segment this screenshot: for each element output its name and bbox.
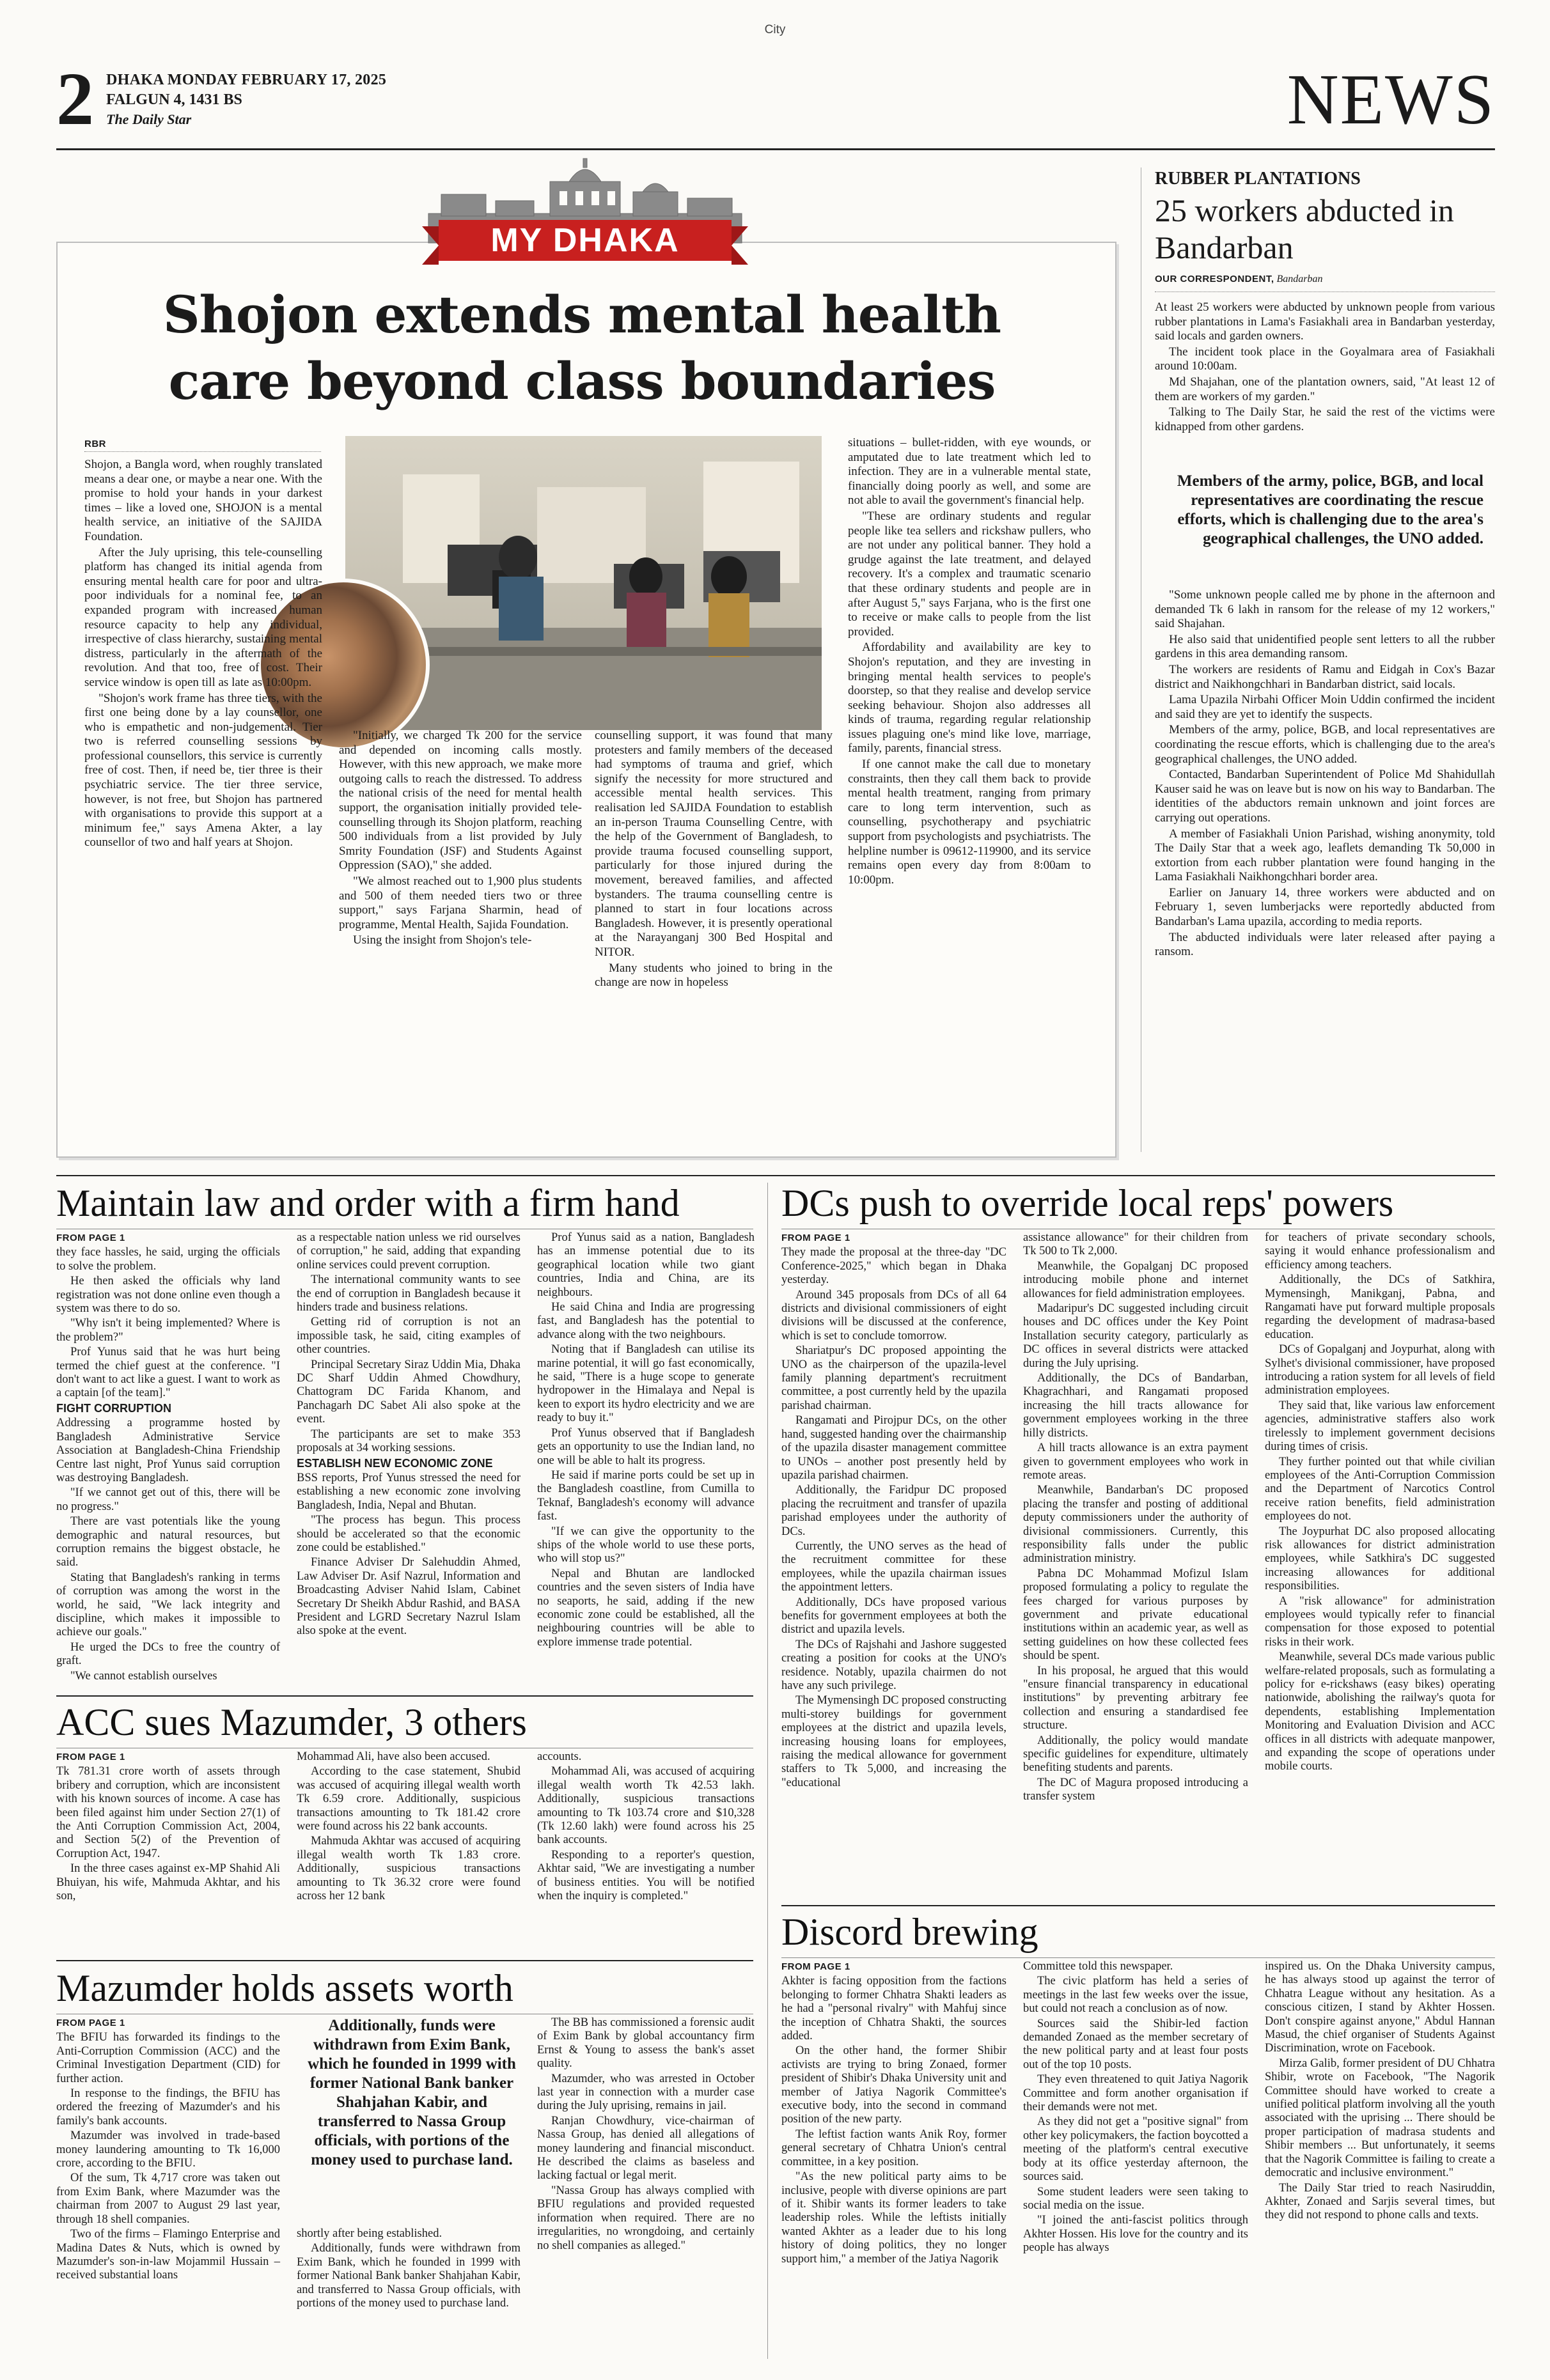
discord-col2: [1023, 1960, 1248, 2257]
paragraph: situations – bullet-ridden, with eye wounds, or amputated due to late treatment which led to infection. They are in a vulnerable mental state, financially doing poorly as well, and some are not able to avail the government's financial help.: [848, 436, 1091, 508]
paragraph: After the July uprising, this tele-counselling platform has changed its initial agenda from ensuring mental health care for poor and ultra-poor individuals for a nominal fee, to an expanded program with increased human resource capacity to help any individual, irrespective of class hierarchy, sustaining mental distress, particularly in the aftermath of the revolution. And that too, free of cost. Their service window is open till as late as 10:00pm.: [84, 545, 322, 689]
paragraph: They further pointed out that while civilian employees of the Anti-Corruption Commission and the Department of Narcotics Control receive ration benefits, field administration employees do not.: [1265, 1455, 1495, 1523]
mazumder-top-rule: [56, 1960, 753, 1961]
section-title: NEWS: [1287, 60, 1495, 139]
masthead: [56, 57, 1495, 160]
paragraph: In response to the findings, the BFIU has ordered the freezing of Mazumder's and his family's bank accounts.: [56, 2087, 280, 2127]
paragraph: A "risk allowance" for administration employees would typically refer to financial compensation for those exposed to potential risks in their work.: [1265, 1594, 1495, 1649]
paragraph: The participants are set to make 353 proposals at 34 working sessions.: [297, 1427, 521, 1455]
paragraph: Mirza Galib, former president of DU Chhatra Shibir, wrote on Facebook, "The Nagorik Committee should have worked to create a unified political platform involving all the youth associated with the uprising ... There should be proper participation of madrasa students and Shibir members ... But unfortunately, it seems that the Nagorik Committee is failing to create a democratic and inclusive environment.": [1265, 2057, 1495, 2180]
paragraph: Akhter is facing opposition from the factions belonging to former Chhatra Shakti leaders as he had a "personal rivalry" with Mahfuj since the inception of Chhatra Shakti, the sources added.: [781, 1975, 1006, 2043]
paragraph: Contacted, Bandarban Superintendent of Police Md Shahidullah Kauser said he was on leave but is now on his way to Bandarban. The identities of the abductors remain unknown and joint forces are carrying out operations.: [1155, 768, 1495, 825]
subhead: ESTABLISH NEW ECONOMIC ZONE: [297, 1456, 493, 1470]
subhead: FIGHT CORRUPTION: [56, 1401, 171, 1415]
paragraph: BSS reports, Prof Yunus stressed the need for establishing a new economic zone involving Bangladesh, India, Nepal and Bhutan.: [297, 1471, 521, 1512]
paragraph: they face hassles, he said, urging the officials to solve the problem.: [56, 1246, 280, 1273]
paragraph: Principal Secretary Siraz Uddin Mia, Dhaka DC Sharf Uddin Ahmed Chowdhury, Chattogram DC Farida Khanom, and Panchagarh DC Sabet Ali also spoke at the event.: [297, 1358, 521, 1426]
bangla-date: FALGUN 4, 1431 BS: [106, 91, 242, 108]
acc-col1: FROM PAGE 1 Tk 781.31 crore worth of assets through bribery and corruption, which are inconsistent with his known sources of income. A case has been filed against him under Section 27(1) of the Anti Corruption Commission Act, 2004, and Section 5(2) of the Prevention of Corruption Act, 1947. In the three cases against ex-MP Shahid Ali Bhuiyan, his wife, Mahmuda Akhtar, and his son,: [56, 1752, 280, 1903]
paragraph: Members of the army, police, BGB, and local representatives are coordinating the rescue efforts, which is challenging due to the area's geographical challenges, the UNO added.: [1155, 723, 1495, 766]
paragraph: Rangamati and Pirojpur DCs, on the other hand, suggested handing over the chairmanship of the upazila disaster management committee to UNOs – another post presently held by upazila parishad chairmen.: [781, 1414, 1006, 1482]
paragraph: Meanwhile, Bandarban's DC proposed placing the transfer and posting of additional deputy commissioners under the authority of divisional commissioners. Currently, this responsibility falls under the public administration ministry.: [1023, 1484, 1248, 1566]
discord-top-rule: [781, 1905, 1495, 1906]
paragraph: They made the proposal at the three-day "DC Conference-2025," which began in Dhaka yesterday.: [781, 1246, 1006, 1287]
acc-col3: [537, 1750, 755, 1904]
paragraph: Finance Adviser Dr Salehuddin Ahmed, Law Adviser Dr. Asif Nazrul, Information and Broadcasting Adviser Nahid Islam, Cabinet Secretary Dr Sheikh Abdur Rashid, and BASA President and LGRD Secretary Nazrul Islam also spoke at the event.: [297, 1556, 521, 1638]
paragraph: shortly after being established.: [297, 2227, 442, 2240]
rubber-kicker: RUBBER PLANTATIONS: [1155, 169, 1361, 189]
paragraph: "Nassa Group has always complied with BFIU regulations and provided requested information when required. There are no irregularities, no wrongdoing, and certainly no shell companies as alleged.": [537, 2184, 755, 2252]
paragraph: The incident took place in the Goyalmara area of Fasiakhali around 10:00am.: [1155, 345, 1495, 373]
paragraph: Additionally, the DCs of Bandarban, Khagrachhari, and Rangamati proposed increasing the hill tracts allowance for government employees working in the three hilly districts.: [1023, 1372, 1248, 1440]
paragraph: "As the new political party aims to be inclusive, people with diverse opinions are part of it. Shibir wants its former leaders to take leadership roles. While the leftists initially wanted Akhter as a leader due to his long history of doing politics, they no longer support him," a member of the Jatiya Nagorik: [781, 2170, 1006, 2266]
paragraph: The BFIU has forwarded its findings to the Anti-Corruption Commission (ACC) and the Criminal Investigation Department (CID) for further action.: [56, 2031, 280, 2085]
paragraph: The BB has commissioned a forensic audit of Exim Bank by global accountancy firm Ernst & Young to assess the bank's asset quality.: [537, 2016, 755, 2071]
law-order-col2: [297, 1231, 521, 1640]
paragraph: Responding to a reporter's question, Akhtar said, "We are investigating a number of business entities. You will be notified when the inquiry is completed.": [537, 1848, 755, 1903]
paragraph: "Some unknown people called me by phone in the afternoon and demanded Tk 6 lakh in ransom for the release of my 12 workers," said Shajahan.: [1155, 588, 1495, 631]
law-order-col3: [537, 1231, 755, 1651]
acc-col2: [297, 1750, 521, 1904]
dcs-col2: [1023, 1231, 1248, 1805]
paragraph: Additionally, the policy would mandate specific guidelines for expenditure, ultimately benefiting students and parents.: [1023, 1734, 1248, 1775]
paragraph: Many students who joined to bring in the change are now in hopeless: [595, 961, 833, 990]
paragraph: The abducted individuals were later released after paying a ransom.: [1155, 930, 1495, 959]
mazumder-col1: FROM PAGE 1 The BFIU has forwarded its findings to the Anti-Corruption Commission (ACC) and the Criminal Investigation Department (CID) for further action. In response to the findings, the BFIU has ordered the freezing of Mazumder's and his family's bank accounts. Mazumder was involved in trade-based money laundering amounting to Tk 16,000 crore, according to the BFIU. Of the sum, Tk 4,717 crore was taken out from Exim Bank, where Mazumder was the chairman from 2007 to August 29 last year, through 18 shell companies. Two of the firms – Flamingo Enterprise and Madina Dates & Nuts, which is owned by Mazumder's son-in-law Mojammil Hussain – received substantial loans: [56, 2018, 280, 2282]
paragraph: Sources said the Shibir-led faction demanded Zonaed as the member secretary of the new political party and at least four posts out of the top 10 posts.: [1023, 2017, 1248, 2071]
paragraph: "Why isn't it being implemented? Where is the problem?": [56, 1317, 280, 1344]
dcs-col3: [1265, 1231, 1495, 1775]
acc-top-rule: [56, 1695, 753, 1697]
paragraph: accounts.: [537, 1750, 582, 1763]
paragraph: Affordability and availability are key to Shojon's reputation, and they are investing in bringing mental health services to people's doorstep, so that they realise and develop service seeking behaviour. Shojon also addresses all kinds of trauma, regarding regular relationship issues plaguing one's mind like love, marriage, family, parents, financial stress.: [848, 641, 1091, 756]
paragraph: Additionally, DCs have proposed various benefits for government employees at both the district and upazila levels.: [781, 1596, 1006, 1637]
my-dhaka-byline: RBR: [84, 439, 106, 449]
paragraph: As they did not get a "positive signal" from other key policymakers, the faction boycotted a meeting of the platform's central executive body at its office yesterday afternoon, the sources said.: [1023, 2115, 1248, 2184]
dcs-headline: DCs push to override local reps' powers: [781, 1182, 1394, 1224]
date-line: DHAKA MONDAY FEBRUARY 17, 2025: [106, 72, 387, 88]
paragraph: In the three cases against ex-MP Shahid Ali Bhuiyan, his wife, Mahmuda Akhtar, and his son,: [56, 1862, 280, 1903]
paragraph: On the other hand, the former Shibir activists are trying to bring Zonaed, former president of Shibir's Dhaka University unit and member of Jatiya Nagorik Committee's executive body, into the second in command position of the new party.: [781, 2044, 1006, 2126]
paragraph: Prof Yunus observed that if Bangladesh gets an opportunity to use the Indian land, no one will be able to halt its progress.: [537, 1426, 755, 1467]
paragraph: "I joined the anti-fascist politics through Akhter Hossen. His love for the country and its people has always: [1023, 2214, 1248, 2255]
paragraph: Md Shajahan, one of the plantation owners, said, "At least 12 of them are workers of my garden.": [1155, 375, 1495, 403]
paragraph: He said China and India are progressing fast, and Bangladesh has the potential to advance along with the two neighbours.: [537, 1301, 755, 1341]
paragraph: Mohammad Ali, have also been accused.: [297, 1750, 490, 1763]
paragraph: The Mymensingh DC proposed constructing multi-storey buildings for government employees at the district and upazila levels, increasing housing loans for employees, raising the medical allowance for government staffers to Tk 5,000, and increasing the "educational: [781, 1694, 1006, 1789]
rubber-body-bottom: [1155, 588, 1495, 961]
discord-rule: [781, 1957, 1495, 1958]
paragraph: The leftist faction wants Anik Roy, former general secretary of Chhatra Union's central committee, in a key position.: [781, 2127, 1006, 2168]
paragraph: assistance allowance" for their children from Tk 500 to Tk 2,000.: [1023, 1231, 1248, 1258]
paragraph: The Daily Star tried to reach Nasiruddin, Akhter, Zonaed and Sarjis several times, but they did not respond to phone calls and texts.: [1265, 2181, 1495, 2222]
paragraph: "Initially, we charged Tk 200 for the service and depended on incoming calls mostly. However, with this new approach, we make more outgoing calls to reach the distressed. To address the national crisis of the need for mental health support, the organisation initially provided tele-counselling through its Shojon platform, reaching 500 individuals from a list provided by July Smrity Foundation (JSF) and Students Against Oppression (SAO)," she added.: [339, 729, 582, 873]
dcs-col1: FROM PAGE 1 They made the proposal at the three-day "DC Conference-2025," which began in Dhaka yesterday. Around 345 proposals from DCs of all 64 districts and divisional commissioners of eight divisions will be discussed at the conference, which is set to conclude tomorrow. Shariatpur's DC proposed appointing the UNO as the chairperson of the upazila-level family planning department's recruitment committee, a post currently held by the upazila parishad chairman. Rangamati and Pirojpur DCs, on the other hand, suggested handing over the chairmanship of the upazila disaster management committee to UNOs – another post presently held by upazila parishad chairmen. Additionally, the Faridpur DC proposed placing the recruitment and transfer of upazila parishad employees under the authority of DCs. Currently, the UNO serves as the head of the recruitment committee for these employees, while the upazila chairman issues the appointment letters. Additionally, DCs have proposed various benefits for government employees at both the district and upazila levels. The DCs of Rajshahi and Jashore suggested creating a position for cooks at the UNO's residence. Notably, upazila chairmen do not have any such privilege. The Mymensingh DC proposed constructing multi-storey buildings for government employees at the district and upazila levels, increasing housing loans for employees, raising the medical allowance for government staffers to Tk 5,000, and increasing the "educational: [781, 1233, 1006, 1789]
paragraph: Stating that Bangladesh's ranking in terms of corruption was among the worst in the world, he said, "We lack integrity and discipline, which makes it impossible to achieve our goals.": [56, 1571, 280, 1639]
my-dhaka-banner: [422, 217, 748, 268]
paragraph: They said that, like various law enforcement agencies, administrative staffers also work tirelessly to implement government decisions during times of crisis.: [1265, 1399, 1495, 1454]
paragraph: Lama Upazila Nirbahi Officer Moin Uddin confirmed the incident and said they are yet to identify the suspects.: [1155, 693, 1495, 721]
banner-body: MY DHAKA: [439, 220, 732, 261]
paragraph: for teachers of private secondary schools, saying it would enhance professionalism and efficiency among teachers.: [1265, 1231, 1495, 1272]
paper-name: The Daily Star: [106, 111, 192, 127]
byline-rule: [84, 451, 321, 452]
paragraph: Meanwhile, several DCs made various public welfare-related proposals, such as formulating a policy for e-rickshaws (easy bikes) operating nationwide, abolishing the railway's quota for dependents, establishing Implementation Monitoring and Evaluation Division and ACC offices in all districts with adequate manpower, and expanding the scope of operations under mobile courts.: [1265, 1651, 1495, 1773]
paragraph: Earlier on January 14, three workers were abducted and on February 1, seven lumberjacks were reportedly abducted from Bandarban's Lama upazila, according to media reports.: [1155, 885, 1495, 929]
discord-headline: Discord brewing: [781, 1911, 1038, 1953]
paragraph: Meanwhile, the Gopalganj DC proposed introducing mobile phone and internet allowances for field administration employees.: [1023, 1259, 1248, 1300]
paragraph: Committee told this newspaper.: [1023, 1960, 1173, 1973]
paragraph: DCs of Gopalganj and Joypurhat, along with Sylhet's divisional commissioner, have proposed introducing a ration system for all levels of field administration employees.: [1265, 1343, 1495, 1397]
rubber-pullquote: Members of the army, police, BGB, and local representatives are coordinating the rescue efforts, which is challenging due to the area's geographical challenges, the UNO added.: [1177, 472, 1483, 547]
paragraph: Nepal and Bhutan are landlocked countries and the seven sisters of India have no seaports, he said, adding if the new economic zone could be established, all the neighbouring countries will be able to explore immense trade potential.: [537, 1567, 755, 1649]
paragraph: They even threatened to quit Jatiya Nagorik Committee and form another organisation if their demands were not met.: [1023, 2073, 1248, 2114]
paragraph: He also said that unidentified people sent letters to all the rubber gardens in this area demanding ransom.: [1155, 632, 1495, 661]
paragraph: "The process has begun. This process should be accelerated so that the economic zone could be established.": [297, 1514, 521, 1554]
paragraph: Mahmuda Akhtar was accused of acquiring illegal wealth worth Tk 1.83 crore. Additionally, suspicious transactions amounting to Tk 36.32 crore were found across her 12 bank: [297, 1835, 521, 1903]
paragraph: "If we can give the opportunity to the ships of the whole world to use these ports, who will stop us?": [537, 1525, 755, 1566]
paragraph: Ranjan Chowdhury, vice-chairman of Nassa Group, has denied all allegations of money laundering and financial misconduct. He described the claims as baseless and lacking factual or legal merit.: [537, 2114, 755, 2182]
paragraph: "We cannot establish ourselves: [70, 1669, 217, 1683]
rubber-headline: 25 workers abducted in Bandarban: [1155, 192, 1454, 265]
page-number: 2: [56, 57, 94, 141]
paragraph: Using the insight from Shojon's tele-: [353, 933, 532, 947]
paragraph: He urged the DCs to free the country of graft.: [56, 1640, 280, 1668]
paragraph: Additionally, the Faridpur DC proposed placing the recruitment and transfer of upazila parishad employees under the authority of DCs.: [781, 1484, 1006, 1538]
paragraph: If one cannot make the call due to monetary constraints, then they call them back to provide mental health treatment, ranging from primary care to long term intervention, such as counselling, psychotherapy and psychiatric support from psychologists and psychiatrists. The helpline number is 09612-119900, and its service remains open every day from 8:00am to 10:00pm.: [848, 758, 1091, 887]
paragraph: The DCs of Rajshahi and Jashore suggested creating a position for cooks at the UNO's residence. Notably, upazila chairmen do not have any such privilege.: [781, 1638, 1006, 1692]
paragraph: The Joypurhat DC also proposed allocating risk allowances for district administration employees, while Satkhira's DC suggested increasing allowances for additional responsibilities.: [1265, 1525, 1495, 1593]
mazumder-pullquote: Additionally, funds were withdrawn from Exim Bank, which he founded in 1999 with former National Bank banker Shahjahan Kabir, and transferred to Nassa Group officials, with portions of the money used to purchase land.: [308, 2017, 516, 2168]
paragraph: Shojon, a Bangla word, when roughly translated means a dear one, or maybe a near one. With the promise to hold your hands in your darkest times – like a loved one, SHOJON is a mental health service, an initiative of the SAJIDA Foundation.: [84, 458, 322, 543]
paragraph: Pabna DC Mohammad Mofizul Islam proposed formulating a policy to regulate the fees charged for various purposes by government and private educational institutions within an academic year, as well as setting guidelines on how these collected fees should be spent.: [1023, 1567, 1248, 1663]
mid-page-rule: [56, 1175, 1495, 1176]
banner-tail-right: [732, 226, 748, 265]
paragraph: The civic platform has held a series of meetings in the last few weeks over the issue, but could not reach a conclusion as of now.: [1023, 1975, 1248, 2016]
section-tag: City: [764, 23, 786, 36]
paragraph: Around 345 proposals from DCs of all 64 districts and divisional commissioners of eight divisions will be discussed at the conference, which is set to conclude tomorrow.: [781, 1288, 1006, 1342]
paragraph: Tk 781.31 crore worth of assets through bribery and corruption, which are inconsistent with his known sources of income. A case has been filed against him under Section 27(1) of the Anti Corruption Commission Act, 2004, and Section 5(2) of the Prevention of Corruption Act, 1947.: [56, 1765, 280, 1860]
paragraph: Addressing a programme hosted by Bangladesh Administrative Service Association at Bangladesh-China Friendship Centre last night, Prof Yunus said corruption was destroying Bangladesh.: [56, 1417, 280, 1484]
paragraph: "We almost reached out to 1,900 plus students and 500 of them needed tiers two or three support," says Farjana Sharmin, head of programme, Mental Health, Sajida Foundation.: [339, 874, 582, 931]
paragraph: The international community wants to see the end of corruption in Bangladesh because it hinders trade and business relations.: [297, 1273, 521, 1314]
paragraph: A member of Fasiakhali Union Parishad, wishing anonymity, told The Daily Star that a week ago, leaflets demanding Tk 50,000 in extortion from each rubber plantation were found hanging in the Lama Fasiakhali Naikhongchhari border area.: [1155, 827, 1495, 884]
paragraph: Some student leaders were seen taking to social media on the issue.: [1023, 2185, 1248, 2212]
paragraph: Mazumder, who was arrested in October last year in connection with a murder case during the July uprising, remains in jail.: [537, 2072, 755, 2113]
mazumder-col3: [537, 2016, 755, 2254]
paragraph: Shariatpur's DC proposed appointing the UNO as the chairperson of the upazila-level family planning department's recruitment committee, a post currently held by the upazila parishad chairman.: [781, 1344, 1006, 1412]
paragraph: Prof Yunus said as a nation, Bangladesh has an immense potential due to its geographical location while two giant countries, India and China, are its neighbours.: [537, 1231, 755, 1299]
paragraph: The workers are residents of Ramu and Eidgah in Cox's Bazar district and Naikhongchhari in Bandarban district, said locals.: [1155, 662, 1495, 691]
paragraph: The DC of Magura proposed introducing a transfer system: [1023, 1776, 1248, 1803]
paragraph: "Shojon's work frame has three tiers, with the first one being done by a lay counsellor, one who is empathetic and non-judgemental. Tier two is referred counselling sessions by professional counsellors, this service is currently free of cost. Then, if need be, tier three is their psychiatric service. The tier three service, however, is not free, but Shojon has partnered with organisations to provide this support at a minimum fee," says Amena Akter, a lay counsellor of two and half years at Shojon.: [84, 691, 322, 850]
mazumder-headline: Mazumder holds assets worth: [56, 1967, 513, 2009]
paragraph: Mohammad Ali, was accused of acquiring illegal wealth worth Tk 42.53 lakh. Additionally, suspicious transactions amounting to Tk 103.74 crore and $10,328 (Tk 12.60 lakh) were found across his 25 bank accounts.: [537, 1765, 755, 1847]
paragraph: "If we cannot get out of this, there will be no progress.": [56, 1486, 280, 1513]
paragraph: Talking to The Daily Star, he said the rest of the victims were kidnapped from other gardens.: [1155, 405, 1495, 433]
paragraph: Additionally, funds were withdrawn from Exim Bank, which he founded in 1999 with former National Bank banker Shahjahan Kabir, and transferred to Nassa Group officials, with portions of the money used to purchase land.: [297, 2242, 521, 2310]
my-dhaka-col4: [848, 436, 1091, 889]
rubber-body-top: [1155, 300, 1495, 435]
masthead-rule: [56, 148, 1495, 150]
paragraph: At least 25 workers were abducted by unknown people from various rubber plantations in Lama's Fasiakhali area in Bandarban yesterday, said locals and garden owners.: [1155, 300, 1495, 343]
my-dhaka-col3: [595, 729, 833, 992]
law-order-col1: FROM PAGE 1 they face hassles, he said, urging the officials to solve the problem. He then asked the officials why land registration was not done online even though a system was there to do so. "Why isn't it being implemented? Where is the problem?" Prof Yunus said that he was hurt being termed the chief guest at the conference. "I don't want to act like a guest. I want to work as a captain [of the team]." FIGHT CORRUPTION Addressing a programme hosted by Bangladesh Administrative Service Association at Bangladesh-China Friendship Centre last night, Prof Yunus said corruption was destroying Bangladesh. "If we cannot get out of this, there will be no progress." There are vast potentials like the young demographic and natural resources, but corruption remains the biggest obstacle, he said. Stating that Bangladesh's ranking in terms of corruption was among the worst in the world, he said, "We lack integrity and discipline, which makes it impossible to achieve our goals." He urged the DCs to free the country of graft. "We cannot establish ourselves: [56, 1233, 280, 1683]
paragraph: inspired us. On the Dhaka University campus, he has always stood up against the terror of Chhatra League without any hesitation. As a conscious citizen, I stand by Akhter Hossen. Don't conspire against anyone," Abdul Hannan Masud, the chief organiser of Students Against Discrimination, wrote on Facebook.: [1265, 1960, 1495, 2055]
paragraph: He said if marine ports could be set up in the Bangladesh coastline, from Cumilla to Teknaf, Bangladesh's economy will advance fast.: [537, 1468, 755, 1523]
my-dhaka-col2: [339, 729, 582, 949]
my-dhaka-col1: [84, 458, 322, 852]
paragraph: Currently, the UNO serves as the head of the recruitment committee for these employees, while the upazila chairman issues the appointment letters.: [781, 1539, 1006, 1594]
paragraph: Two of the firms – Flamingo Enterprise and Madina Dates & Nuts, which is owned by Mazumder's son-in-law Mojammil Hussain – received substantial loans: [56, 2228, 280, 2282]
paragraph: In his proposal, he argued that this would "ensure financial transparency in educational institutions" by preventing arbitrary fee collection and ensuring a standardised fee structure.: [1023, 1664, 1248, 1732]
discord-col1: FROM PAGE 1 Akhter is facing opposition from the factions belonging to former Chhatra Shakti leaders as he had a "personal rivalry" with Mahfuj since the inception of Chhatra Shakti, the sources added. On the other hand, the former Shibir activists are trying to bring Zonaed, former president of Shibir's Dhaka University unit and member of Jatiya Nagorik Committee's executive body, into the second in command position of the new party. The leftist faction wants Anik Roy, former general secretary of Chhatra Union's central committee, in a key position. "As the new political party aims to be inclusive, people with diverse opinions are part of it. Shibir wants its former leaders to take leadership roles. While the leftists initially wanted Akhter as a leader due to his long history of doing politics, they no longer support him," a member of the Jatiya Nagorik: [781, 1961, 1006, 2266]
paragraph: Getting rid of corruption is not an impossible task, he said, citing examples of other countries.: [297, 1316, 521, 1357]
paragraph: "These are ordinary students and regular people like tea sellers and rickshaw pullers, who are not under any political banner. They hold a grudge against the late treatment, and delayed recovery. It's a complex and traumatic scenario that these ordinary students and people are in after August 5," says Farjana, who is the first one to receive or make calls to people from the list provided.: [848, 509, 1091, 639]
law-order-headline: Maintain law and order with a firm hand: [56, 1182, 680, 1224]
paragraph: There are vast potentials like the young demographic and natural resources, but corruption remains the biggest obstacle, he said.: [56, 1515, 280, 1569]
acc-headline: ACC sues Mazumder, 3 others: [56, 1701, 527, 1743]
paragraph: Additionally, the DCs of Satkhira, Mymensingh, Manikganj, Pabna, and Rangamati have put forward multiple proposals regarding the development of madrasa-based education.: [1265, 1273, 1495, 1341]
paragraph: Mazumder was involved in trade-based money laundering amounting to Tk 16,000 crore, according to the BFIU.: [56, 2129, 280, 2170]
banner-tail-left: [422, 226, 439, 265]
paragraph: Of the sum, Tk 4,717 crore was taken out from Exim Bank, where Mazumder was the chairman from 2007 to August 29 last year, through 18 shell companies.: [56, 2172, 280, 2226]
paragraph: A hill tracts allowance is an extra payment given to government employees who work in remote areas.: [1023, 1442, 1248, 1482]
rubber-byline: OUR CORRESPONDENT, Bandarban: [1155, 274, 1323, 284]
paragraph: counselling support, it was found that many protesters and family members of the deceased had symptoms of trauma and grief, which signify the necessity for more structured and accessible mental health services. This realisation led SAJIDA Foundation to establish an in-person Trauma Counselling Centre, with the help of the Government of Bangladesh, to provide trauma focused counselling support, particularly for those injured during the movement, bereaved families, and affected bystanders. The trauma counselling centre is planned to start in four locations across Bangladesh. However, it is presently operational at the Narayanganj 300 Bed Hospital and NITOR.: [595, 729, 833, 959]
discord-col3: [1265, 1960, 1495, 2224]
paragraph: Noting that if Bangladesh can utilise its marine potential, it will go fast economically, he said, "There is a huge scope to generate hydropower in the Himalaya and Nepal is keen to export its hydro electricity and we are ready to buy it.": [537, 1343, 755, 1425]
my-dhaka-headline: Shojon extends mental health care beyond class boundaries: [162, 284, 1001, 411]
left-right-divider: [767, 1183, 768, 2359]
paragraph: He then asked the officials why land registration was not done online even though a system was there to do so.: [56, 1275, 280, 1316]
paragraph: as a respectable nation unless we rid ourselves of corruption," he said, adding that expanding online services could prevent corruption.: [297, 1231, 521, 1272]
paragraph: According to the case statement, Shubid was accused of acquiring illegal wealth worth Tk 6.59 crore. Additionally, suspicious transactions amounting to Tk 181.42 crore were found across his 22 bank accounts.: [297, 1765, 521, 1833]
paragraph: Prof Yunus said that he was hurt being termed the chief guest at the conference. "I don't want to act like a guest. I want to work as a captain [of the team].": [56, 1346, 280, 1400]
mazumder-col2: [297, 2227, 521, 2312]
paragraph: Madaripur's DC suggested including circuit houses and DC offices under the Key Point Installation security category, particularly as DC offices in several districts were attacked during the July uprising.: [1023, 1302, 1248, 1370]
